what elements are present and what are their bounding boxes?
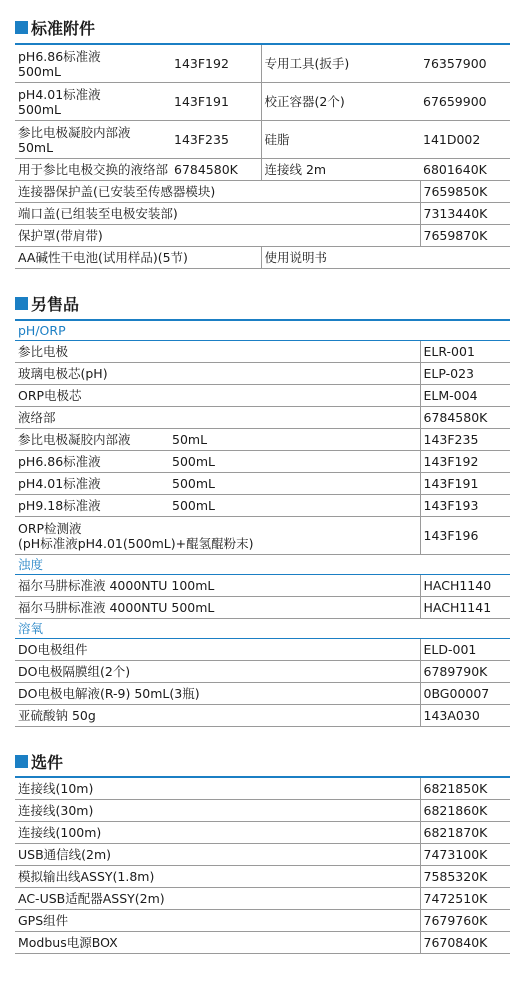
item-code: 7670840K [420, 932, 510, 954]
item-volume: 500mL [169, 495, 420, 517]
item-name: pH9.18标准液 [15, 495, 169, 517]
group-label: 溶氧 [15, 619, 510, 639]
item-name: pH4.01标准液 [15, 473, 169, 495]
item-code: 67659900 [420, 83, 510, 121]
item-volume: 500mL [169, 451, 420, 473]
item-name [15, 159, 171, 181]
item-name: 校正容器(2个) [261, 83, 420, 121]
item-code: HACH1141 [420, 597, 510, 619]
item-name-line: (pH标准液pH4.01(500mL)+醌氢醌粉末) [18, 535, 254, 551]
item-name-line: pH6.86标准液 [18, 48, 101, 64]
item-code: 7585320K [420, 866, 510, 888]
item-code: 143F193 [420, 495, 510, 517]
item-name-line: ORP检测液 [18, 520, 82, 536]
item-name: 亚硫酸钠 50g [15, 705, 420, 727]
table-row [15, 181, 510, 203]
item-name: DO电极电解液(R-9) 50mL(3瓶) [15, 683, 420, 705]
item-code: 143F235 [171, 121, 261, 159]
item-name: 保护罩(带肩带) [15, 225, 420, 247]
item-name: DO电极组件 [15, 639, 420, 661]
table-row [15, 247, 510, 269]
item-code: 76357900 [420, 44, 510, 83]
item-name: pH6.86标准液 [15, 451, 169, 473]
table-row [15, 597, 510, 619]
standard-accessories-table [15, 43, 510, 269]
item-volume-line: 500mL [18, 63, 61, 79]
options-heading: 选件 [15, 750, 63, 773]
item-volume-line: 500mL [18, 101, 61, 117]
item-code: 143F196 [420, 517, 510, 555]
item-name: DO电极隔膜组(2个) [15, 661, 420, 683]
item-code: 0BG00007 [420, 683, 510, 705]
table-row [15, 932, 510, 954]
item-name: 参比电极 [15, 341, 420, 363]
item-name: ORP电极芯 [15, 385, 420, 407]
item-name: AA碱性干电池(试用样品)(5节) [15, 247, 261, 269]
item-name-line: pH4.01标准液 [18, 86, 101, 102]
item-name: 端口盖(已组装至电极安装部) [15, 203, 420, 225]
item-code: 7659870K [420, 225, 510, 247]
item-name: 连接线(30m) [15, 800, 420, 822]
item-code: 143F192 [420, 451, 510, 473]
table-row [15, 473, 510, 495]
table-row [15, 661, 510, 683]
table-row [15, 910, 510, 932]
item-code: 143F191 [171, 83, 261, 121]
item-volume-line: 50mL [18, 139, 54, 155]
item-code: 143F192 [171, 44, 261, 83]
table-row [15, 159, 510, 181]
standard-accessories-heading: 标准附件 [15, 16, 95, 39]
table-row [15, 121, 510, 159]
options-table [15, 776, 510, 954]
table-row [15, 705, 510, 727]
item-name: GPS组件 [15, 910, 420, 932]
group-label: pH/ORP [15, 320, 510, 341]
table-row [15, 429, 510, 451]
item-volume: 500mL [169, 473, 420, 495]
table-row [15, 83, 510, 121]
item-code: ELR-001 [420, 341, 510, 363]
item-name: 连接线(10m) [15, 777, 420, 800]
item-code: ELD-001 [420, 639, 510, 661]
table-row [15, 555, 510, 575]
table-row [15, 777, 510, 800]
item-name: 参比电极凝胶内部液 [15, 429, 169, 451]
table-row [15, 575, 510, 597]
item-name: USB通信线(2m) [15, 844, 420, 866]
item-name: 专用工具(扳手) [261, 44, 420, 83]
item-name: 福尔马肼标准液 4000NTU 100mL [15, 575, 420, 597]
item-name: 硅脂 [261, 121, 420, 159]
item-name: 模拟输出线ASSY(1.8m) [15, 866, 420, 888]
table-row [15, 385, 510, 407]
table-row [15, 320, 510, 341]
item-code: 7473100K [420, 844, 510, 866]
item-code: 7679760K [420, 910, 510, 932]
item-name [15, 121, 171, 159]
item-name: AC-USB适配器ASSY(2m) [15, 888, 420, 910]
item-name: 连接线(100m) [15, 822, 420, 844]
item-code: HACH1140 [420, 575, 510, 597]
item-code: 7472510K [420, 888, 510, 910]
table-row [15, 822, 510, 844]
item-name [15, 517, 420, 555]
item-code: 143A030 [420, 705, 510, 727]
table-row [15, 451, 510, 473]
sold-separately-table [15, 319, 510, 727]
table-row [15, 800, 510, 822]
group-label: 浊度 [15, 555, 510, 575]
table-row [15, 44, 510, 83]
item-name: 福尔马肼标准液 4000NTU 500mL [15, 597, 420, 619]
item-code: 6801640K [420, 159, 510, 181]
item-code: 6821860K [420, 800, 510, 822]
item-code: 6821850K [420, 777, 510, 800]
table-row [15, 866, 510, 888]
section-square-icon [15, 755, 28, 768]
section-square-icon [15, 297, 28, 310]
item-name: 玻璃电极芯(pH) [15, 363, 420, 385]
item-name: 液络部 [15, 407, 420, 429]
item-code: 7659850K [420, 181, 510, 203]
table-row [15, 495, 510, 517]
table-row [15, 517, 510, 555]
item-code: 143F235 [420, 429, 510, 451]
table-row [15, 203, 510, 225]
item-name-line: 参比电极凝胶内部液 [18, 124, 131, 140]
section-square-icon [15, 21, 28, 34]
item-code: 6784580K [420, 407, 510, 429]
table-row [15, 407, 510, 429]
item-name: Modbus电源BOX [15, 932, 420, 954]
table-row [15, 225, 510, 247]
item-code: 6821870K [420, 822, 510, 844]
item-code: 6784580K [171, 159, 261, 181]
item-name: 使用说明书 [261, 247, 510, 269]
item-code: 143F191 [420, 473, 510, 495]
item-name: 连接器保护盖(已安装至传感器模块) [15, 181, 420, 203]
item-volume: 50mL [169, 429, 420, 451]
sold-separately-heading: 另售品 [15, 292, 79, 315]
item-name [15, 44, 171, 83]
table-row [15, 683, 510, 705]
table-row [15, 619, 510, 639]
table-row [15, 888, 510, 910]
item-name-line: 用于参比电极交换的液络部 [18, 162, 169, 177]
item-code: 6789790K [420, 661, 510, 683]
item-name: 连接线 2m [261, 159, 420, 181]
item-name [15, 83, 171, 121]
item-code: ELP-023 [420, 363, 510, 385]
table-row [15, 341, 510, 363]
table-row [15, 639, 510, 661]
item-code: ELM-004 [420, 385, 510, 407]
item-code: 141D002 [420, 121, 510, 159]
item-code: 7313440K [420, 203, 510, 225]
table-row [15, 363, 510, 385]
table-row [15, 844, 510, 866]
